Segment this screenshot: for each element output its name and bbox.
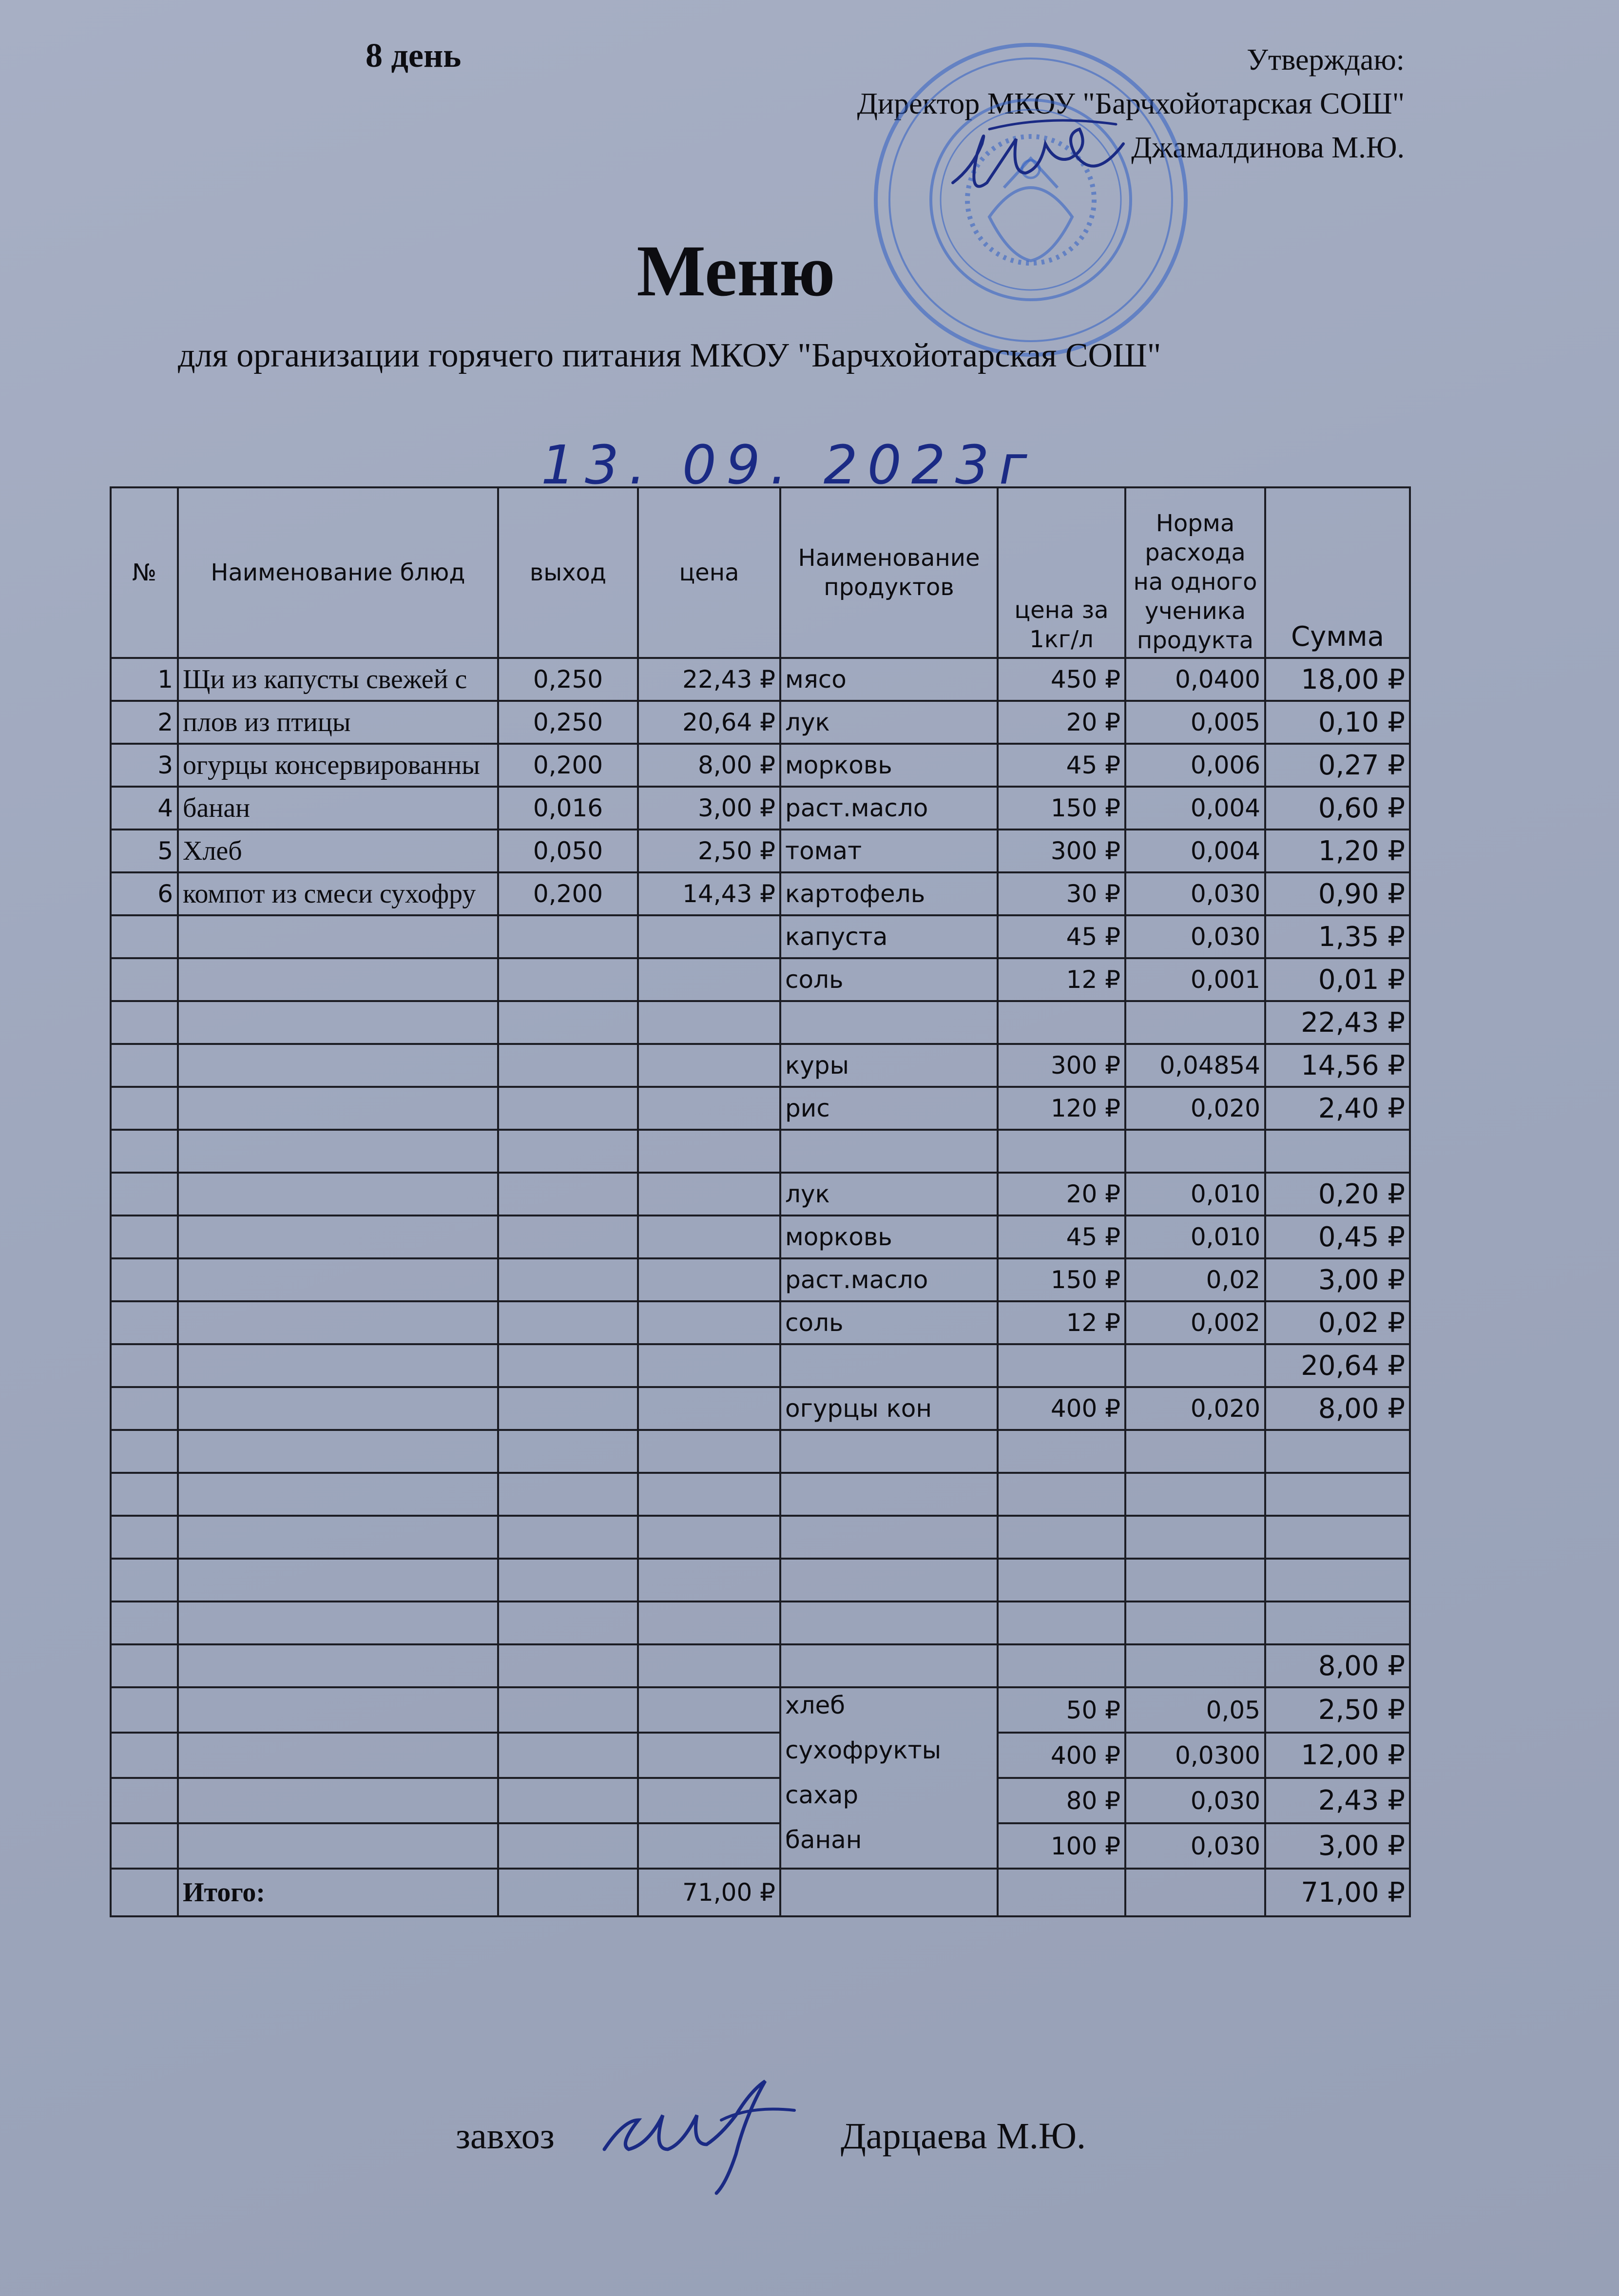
table-header-row	[111, 487, 1410, 658]
table-row	[111, 787, 1410, 830]
product-sum-cell: 0,02 ₽	[1265, 1301, 1410, 1344]
product-name-cell: томат	[780, 830, 998, 872]
dish-output-cell: 0,050	[498, 830, 638, 872]
dish-num-cell	[111, 1344, 178, 1387]
footer-role: завхоз	[456, 2116, 555, 2157]
product-norm-cell: 0,020	[1125, 1087, 1265, 1130]
dish-output-cell	[498, 1087, 638, 1130]
dish-name-cell	[178, 1387, 498, 1430]
product-norm-cell	[1125, 1644, 1265, 1687]
dish-price-cell	[638, 1173, 780, 1216]
total-product-cell	[780, 1869, 998, 1916]
product-sum-cell: 20,64 ₽	[1265, 1344, 1410, 1387]
table-row	[111, 1823, 1410, 1869]
product-sum-cell: 1,20 ₽	[1265, 830, 1410, 872]
dish-output-cell	[498, 1516, 638, 1559]
dish-num-cell: 3	[111, 744, 178, 787]
dish-output-cell	[498, 1644, 638, 1687]
product-norm-cell	[1125, 1001, 1265, 1044]
dish-output-cell	[498, 1733, 638, 1778]
dish-name-cell	[178, 1473, 498, 1516]
dish-name-cell	[178, 1644, 498, 1687]
product-name-cell	[780, 1473, 998, 1516]
product-norm-cell: 0,0400	[1125, 658, 1265, 701]
table-row	[111, 1733, 1410, 1778]
dish-price-cell	[638, 1601, 780, 1644]
product-sum-cell	[1265, 1430, 1410, 1473]
dish-num-cell	[111, 1301, 178, 1344]
product-sum-cell: 3,00 ₽	[1265, 1258, 1410, 1301]
dish-num-cell	[111, 1778, 178, 1823]
header-norm	[1125, 487, 1265, 658]
dish-price-cell	[638, 1130, 780, 1173]
table-row	[111, 1258, 1410, 1301]
product-sum-cell: 0,90 ₽	[1265, 872, 1410, 915]
product-norm-cell: 0,004	[1125, 787, 1265, 830]
total-label-cell: Итого:	[178, 1869, 498, 1916]
product-name-cell	[780, 1644, 998, 1687]
dish-price-cell	[638, 1044, 780, 1087]
dish-name-cell	[178, 1823, 498, 1869]
table-row	[111, 1430, 1410, 1473]
total-output-cell	[498, 1869, 638, 1916]
product-name-cell	[780, 1601, 998, 1644]
product-name-cell: картофель	[780, 872, 998, 915]
product-norm-cell: 0,004	[1125, 830, 1265, 872]
product-price-cell: 20 ₽	[998, 1173, 1125, 1216]
dish-num-cell	[111, 1087, 178, 1130]
dish-output-cell	[498, 1216, 638, 1258]
product-sum-cell: 0,45 ₽	[1265, 1216, 1410, 1258]
product-name: сахар	[785, 1781, 859, 1809]
product-sum-cell: 12,00 ₽	[1265, 1733, 1410, 1778]
product-name-cell: лук	[780, 1173, 998, 1216]
dish-output-cell	[498, 1473, 638, 1516]
dish-name-cell	[178, 1044, 498, 1087]
dish-price-cell: 3,00 ₽	[638, 787, 780, 830]
total-norm-cell	[1125, 1869, 1265, 1916]
product-name-cell: огурцы кон	[780, 1387, 998, 1430]
dish-output-cell	[498, 1387, 638, 1430]
dish-price-cell	[638, 1473, 780, 1516]
page-subtitle: для организации горячего питания МКОУ "Барчхойотарская СОШ"	[178, 337, 1161, 374]
product-price-cell: 50 ₽	[998, 1687, 1125, 1733]
dish-output-cell	[498, 1559, 638, 1601]
director-name: Джамалдинова М.Ю.	[1131, 131, 1405, 164]
table-row	[111, 744, 1410, 787]
product-norm-cell: 0,030	[1125, 1778, 1265, 1823]
table-row	[111, 1173, 1410, 1216]
product-price-cell	[998, 1559, 1125, 1601]
product-norm-cell: 0,0300	[1125, 1733, 1265, 1778]
dish-num-cell	[111, 1130, 178, 1173]
dish-output-cell	[498, 1687, 638, 1733]
product-name-cell	[780, 1130, 998, 1173]
product-name-cell: морковь	[780, 1216, 998, 1258]
dish-name-cell: банан	[178, 787, 498, 830]
table-row	[111, 1778, 1410, 1823]
product-sum-cell	[1265, 1130, 1410, 1173]
dish-output-cell	[498, 958, 638, 1001]
product-price-cell: 450 ₽	[998, 658, 1125, 701]
table-row	[111, 658, 1410, 701]
product-sum-cell: 2,50 ₽	[1265, 1687, 1410, 1733]
product-norm-cell	[1125, 1559, 1265, 1601]
dish-num-cell	[111, 1601, 178, 1644]
product-norm-cell: 0,010	[1125, 1216, 1265, 1258]
product-name-cell: мясо	[780, 658, 998, 701]
dish-price-cell	[638, 1823, 780, 1869]
dish-name-cell	[178, 1687, 498, 1733]
product-name: хлеб	[785, 1691, 846, 1719]
product-norm-cell: 0,001	[1125, 958, 1265, 1001]
dish-output-cell	[498, 1344, 638, 1387]
product-price-cell: 400 ₽	[998, 1387, 1125, 1430]
product-name-cell	[780, 1430, 998, 1473]
product-sum-cell: 2,43 ₽	[1265, 1778, 1410, 1823]
dish-name-cell	[178, 1516, 498, 1559]
dish-output-cell: 0,250	[498, 701, 638, 744]
table-row	[111, 1001, 1410, 1044]
product-price-cell: 45 ₽	[998, 1216, 1125, 1258]
dish-name-cell: плов из птицы	[178, 701, 498, 744]
product-norm-cell: 0,030	[1125, 1823, 1265, 1869]
header-norm-text: Норма расхода на одного ученика продукта	[1133, 510, 1257, 654]
dish-price-cell	[638, 1087, 780, 1130]
handwritten-date: 13. 09. 2023г	[541, 434, 1037, 496]
dish-num-cell	[111, 1430, 178, 1473]
product-sum-cell	[1265, 1516, 1410, 1559]
dish-price-cell: 20,64 ₽	[638, 701, 780, 744]
table-row	[111, 1473, 1410, 1516]
table-row	[111, 872, 1410, 915]
product-norm-cell	[1125, 1430, 1265, 1473]
dish-output-cell: 0,200	[498, 744, 638, 787]
dish-name-cell	[178, 915, 498, 958]
dish-price-cell	[638, 1733, 780, 1778]
dish-name-cell	[178, 1087, 498, 1130]
product-norm-cell: 0,02	[1125, 1258, 1265, 1301]
table-row	[111, 1516, 1410, 1559]
header-output: выход	[498, 487, 638, 658]
product-price-cell	[998, 1516, 1125, 1559]
total-ppk-cell	[998, 1869, 1125, 1916]
header-product: Наименование продуктов	[780, 487, 998, 658]
product-price-cell: 150 ₽	[998, 1258, 1125, 1301]
table-row	[111, 958, 1410, 1001]
product-price-cell: 45 ₽	[998, 744, 1125, 787]
dish-name-cell: Щи из капусты свежей с	[178, 658, 498, 701]
dish-output-cell	[498, 1430, 638, 1473]
dish-name-cell	[178, 1344, 498, 1387]
total-num-cell	[111, 1869, 178, 1916]
table-row	[111, 1301, 1410, 1344]
product-sum-cell	[1265, 1473, 1410, 1516]
product-norm-cell: 0,005	[1125, 701, 1265, 744]
total-sum-cell: 71,00 ₽	[1265, 1869, 1410, 1916]
product-price-cell: 120 ₽	[998, 1087, 1125, 1130]
product-price-cell: 300 ₽	[998, 830, 1125, 872]
product-sum-cell: 14,56 ₽	[1265, 1044, 1410, 1087]
dish-price-cell	[638, 1430, 780, 1473]
dish-output-cell	[498, 1823, 638, 1869]
dish-output-cell	[498, 1044, 638, 1087]
table-row	[111, 1601, 1410, 1644]
dish-price-cell: 22,43 ₽	[638, 658, 780, 701]
product-sum-cell: 3,00 ₽	[1265, 1823, 1410, 1869]
product-name-cell: морковь	[780, 744, 998, 787]
dish-output-cell: 0,200	[498, 872, 638, 915]
product-name-stack-cell	[780, 1687, 998, 1869]
storekeeper-signature	[599, 2076, 804, 2203]
product-price-cell: 80 ₽	[998, 1778, 1125, 1823]
dish-num-cell	[111, 958, 178, 1001]
header-price-per-kg: цена за 1кг/л	[998, 487, 1125, 658]
dish-price-cell	[638, 1216, 780, 1258]
director-signature	[950, 110, 1126, 212]
product-price-cell: 300 ₽	[998, 1044, 1125, 1087]
product-price-cell	[998, 1644, 1125, 1687]
product-sum-cell: 0,60 ₽	[1265, 787, 1410, 830]
product-price-cell	[998, 1473, 1125, 1516]
product-price-cell	[998, 1130, 1125, 1173]
dish-price-cell	[638, 915, 780, 958]
product-price-cell: 12 ₽	[998, 1301, 1125, 1344]
product-sum-cell	[1265, 1559, 1410, 1601]
product-price-cell: 100 ₽	[998, 1823, 1125, 1869]
product-name-cell: рис	[780, 1087, 998, 1130]
table-row	[111, 1644, 1410, 1687]
product-name-cell	[780, 1559, 998, 1601]
dish-num-cell	[111, 1687, 178, 1733]
product-name-cell: соль	[780, 958, 998, 1001]
dish-price-cell: 8,00 ₽	[638, 744, 780, 787]
product-norm-cell: 0,05	[1125, 1687, 1265, 1733]
dish-name-cell	[178, 1301, 498, 1344]
dish-num-cell	[111, 1216, 178, 1258]
product-norm-cell: 0,030	[1125, 872, 1265, 915]
dish-name-cell	[178, 1733, 498, 1778]
table-row	[111, 1130, 1410, 1173]
product-sum-cell: 8,00 ₽	[1265, 1387, 1410, 1430]
dish-num-cell	[111, 1001, 178, 1044]
product-sum-cell: 0,20 ₽	[1265, 1173, 1410, 1216]
product-name: сухофрукты	[785, 1736, 942, 1764]
dish-name-cell	[178, 1430, 498, 1473]
dish-output-cell	[498, 1778, 638, 1823]
product-price-cell: 12 ₽	[998, 958, 1125, 1001]
dish-price-cell	[638, 1344, 780, 1387]
dish-num-cell	[111, 1473, 178, 1516]
product-norm-cell: 0,04854	[1125, 1044, 1265, 1087]
product-norm-cell: 0,020	[1125, 1387, 1265, 1430]
product-name: банан	[785, 1826, 862, 1854]
table-row	[111, 1216, 1410, 1258]
product-price-cell	[998, 1344, 1125, 1387]
dish-name-cell	[178, 1130, 498, 1173]
product-sum-cell: 8,00 ₽	[1265, 1644, 1410, 1687]
dish-num-cell	[111, 1733, 178, 1778]
dish-num-cell: 2	[111, 701, 178, 744]
dish-output-cell: 0,016	[498, 787, 638, 830]
table-row	[111, 1344, 1410, 1387]
dish-num-cell	[111, 1823, 178, 1869]
dish-price-cell	[638, 1387, 780, 1430]
dish-num-cell	[111, 1258, 178, 1301]
product-name-cell: лук	[780, 701, 998, 744]
product-norm-cell	[1125, 1473, 1265, 1516]
dish-num-cell: 4	[111, 787, 178, 830]
product-price-cell	[998, 1430, 1125, 1473]
dish-price-cell	[638, 1258, 780, 1301]
dish-name-cell	[178, 1559, 498, 1601]
header-dish: Наименование блюд	[178, 487, 498, 658]
product-norm-cell: 0,030	[1125, 915, 1265, 958]
product-name-cell	[780, 1516, 998, 1559]
product-name-cell: куры	[780, 1044, 998, 1087]
dish-name-cell	[178, 1258, 498, 1301]
dish-num-cell	[111, 1044, 178, 1087]
product-sum-cell: 0,27 ₽	[1265, 744, 1410, 787]
product-name-cell: раст.масло	[780, 787, 998, 830]
dish-output-cell	[498, 1301, 638, 1344]
dish-num-cell	[111, 915, 178, 958]
dish-num-cell	[111, 1644, 178, 1687]
dish-price-cell: 2,50 ₽	[638, 830, 780, 872]
footer-name: Дарцаева М.Ю.	[841, 2116, 1086, 2157]
table-row	[111, 915, 1410, 958]
total-price-cell: 71,00 ₽	[638, 1869, 780, 1916]
table-row	[111, 1044, 1410, 1087]
product-norm-cell	[1125, 1516, 1265, 1559]
day-label: 8 день	[366, 37, 462, 75]
product-price-cell	[998, 1001, 1125, 1044]
table-row	[111, 701, 1410, 744]
director-label: Директор МКОУ "Барчхойотарская СОШ"	[857, 87, 1405, 120]
table-row	[111, 1687, 1410, 1733]
product-sum-cell: 1,35 ₽	[1265, 915, 1410, 958]
dish-name-cell	[178, 958, 498, 1001]
dish-name-cell: Хлеб	[178, 830, 498, 872]
product-norm-cell	[1125, 1344, 1265, 1387]
product-sum-cell: 22,43 ₽	[1265, 1001, 1410, 1044]
dish-num-cell: 6	[111, 872, 178, 915]
product-price-cell: 400 ₽	[998, 1733, 1125, 1778]
page-title: Меню	[636, 231, 835, 311]
product-name-cell	[780, 1001, 998, 1044]
approve-label: Утверждаю:	[1247, 43, 1405, 77]
product-sum-cell	[1265, 1601, 1410, 1644]
dish-output-cell: 0,250	[498, 658, 638, 701]
dish-price-cell: 14,43 ₽	[638, 872, 780, 915]
product-name-cell	[780, 1344, 998, 1387]
product-price-cell: 20 ₽	[998, 701, 1125, 744]
product-name-cell: раст.масло	[780, 1258, 998, 1301]
dish-output-cell	[498, 1001, 638, 1044]
product-norm-cell: 0,010	[1125, 1173, 1265, 1216]
product-price-cell	[998, 1601, 1125, 1644]
product-price-cell: 150 ₽	[998, 787, 1125, 830]
dish-output-cell	[498, 1173, 638, 1216]
total-row	[111, 1869, 1410, 1916]
product-norm-cell	[1125, 1601, 1265, 1644]
product-sum-cell: 2,40 ₽	[1265, 1087, 1410, 1130]
dish-price-cell	[638, 1301, 780, 1344]
dish-price-cell	[638, 1559, 780, 1601]
header-sum: Сумма	[1265, 487, 1410, 658]
product-norm-cell: 0,002	[1125, 1301, 1265, 1344]
product-price-cell: 30 ₽	[998, 872, 1125, 915]
header-price: цена	[638, 487, 780, 658]
dish-name-cell	[178, 1216, 498, 1258]
dish-num-cell	[111, 1516, 178, 1559]
dish-name-cell: компот из смеси сухофру	[178, 872, 498, 915]
product-norm-cell	[1125, 1130, 1265, 1173]
dish-price-cell	[638, 1778, 780, 1823]
dish-output-cell	[498, 915, 638, 958]
dish-price-cell	[638, 1687, 780, 1733]
product-sum-cell: 18,00 ₽	[1265, 658, 1410, 701]
product-sum-cell: 0,01 ₽	[1265, 958, 1410, 1001]
product-price-cell: 45 ₽	[998, 915, 1125, 958]
table-row	[111, 1387, 1410, 1430]
dish-num-cell	[111, 1559, 178, 1601]
header-num: №	[111, 487, 178, 658]
product-name-cell: соль	[780, 1301, 998, 1344]
dish-output-cell	[498, 1258, 638, 1301]
dish-output-cell	[498, 1601, 638, 1644]
product-sum-cell: 0,10 ₽	[1265, 701, 1410, 744]
dish-name-cell	[178, 1601, 498, 1644]
dish-price-cell	[638, 1516, 780, 1559]
dish-price-cell	[638, 1644, 780, 1687]
menu-table	[110, 486, 1411, 1917]
product-name-cell: капуста	[780, 915, 998, 958]
dish-num-cell: 5	[111, 830, 178, 872]
dish-num-cell: 1	[111, 658, 178, 701]
dish-price-cell	[638, 958, 780, 1001]
product-norm-cell: 0,006	[1125, 744, 1265, 787]
dish-num-cell	[111, 1387, 178, 1430]
dish-price-cell	[638, 1001, 780, 1044]
table-row	[111, 1559, 1410, 1601]
dish-output-cell	[498, 1130, 638, 1173]
dish-name-cell	[178, 1001, 498, 1044]
dish-num-cell	[111, 1173, 178, 1216]
dish-name-cell: огурцы консервированны	[178, 744, 498, 787]
table-row	[111, 1087, 1410, 1130]
dish-name-cell	[178, 1778, 498, 1823]
dish-name-cell	[178, 1173, 498, 1216]
table-row	[111, 830, 1410, 872]
